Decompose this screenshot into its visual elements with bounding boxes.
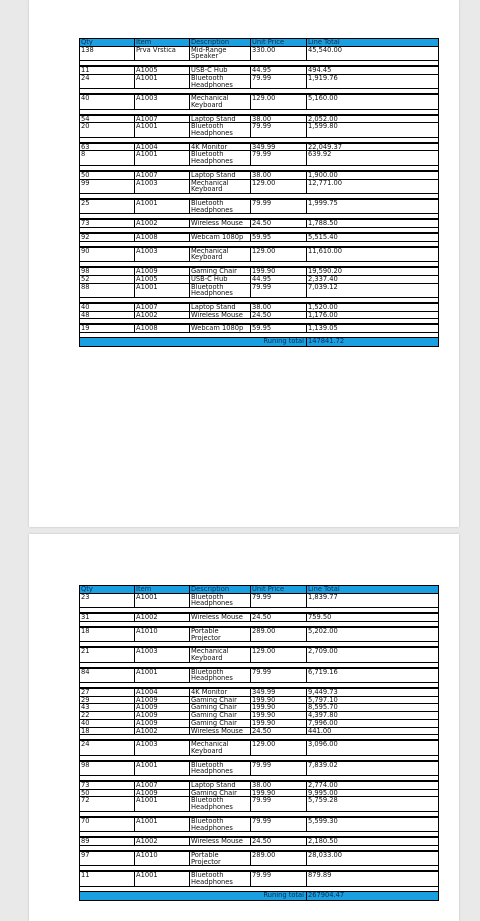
qty-cell: 24 bbox=[80, 74, 135, 88]
table-row bbox=[80, 94, 439, 109]
unit-price-cell: 24.50 bbox=[251, 613, 307, 621]
item-cell: A1003 bbox=[135, 179, 190, 193]
item-cell: A1005 bbox=[135, 66, 190, 74]
unit-price-cell: 289.00 bbox=[251, 627, 307, 642]
unit-price-cell: 199.90 bbox=[251, 712, 307, 720]
running-total-label-text: Runing total bbox=[263, 890, 304, 899]
description-cell: Wireless Mouse bbox=[190, 311, 251, 319]
unit-price-cell: 79.99 bbox=[251, 283, 307, 297]
table-row bbox=[80, 647, 439, 662]
table-row bbox=[80, 740, 439, 755]
item-cell: A1009 bbox=[135, 267, 190, 275]
line-total-cell: 5,599.30 bbox=[307, 817, 439, 832]
table-row bbox=[80, 199, 439, 214]
header-description: Description bbox=[190, 39, 251, 47]
table-row bbox=[80, 871, 439, 886]
description-cell: Gaming Chair bbox=[190, 267, 251, 275]
item-cell: A1004 bbox=[135, 143, 190, 151]
document-page-2 bbox=[29, 534, 459, 921]
document-page-1 bbox=[29, 0, 459, 527]
item-cell: A1003 bbox=[135, 247, 190, 262]
item-cell: Prva Vrstica bbox=[135, 46, 190, 60]
description-cell: Bluetooth Headphones bbox=[190, 593, 251, 607]
table-row bbox=[80, 719, 439, 727]
unit-price-cell: 330.00 bbox=[251, 46, 307, 60]
item-cell: A1001 bbox=[135, 817, 190, 832]
item-cell: A1002 bbox=[135, 613, 190, 621]
item-cell: A1003 bbox=[135, 740, 190, 755]
unit-price-cell: 79.99 bbox=[251, 123, 307, 137]
description-cell: Gaming Chair bbox=[190, 719, 251, 727]
description-cell: Webcam 1080p bbox=[190, 324, 251, 332]
description-cell: 4K Monitor bbox=[190, 143, 251, 151]
description-cell: Mechanical Keyboard bbox=[190, 647, 251, 662]
table-row bbox=[80, 688, 439, 696]
line-total-cell: 2,337.40 bbox=[307, 275, 439, 283]
qty-cell: 73 bbox=[80, 781, 135, 789]
item-cell: A1009 bbox=[135, 712, 190, 720]
line-total-cell: 28,033.00 bbox=[307, 851, 439, 866]
unit-price-cell: 79.99 bbox=[251, 817, 307, 832]
item-cell: A1002 bbox=[135, 727, 190, 735]
line-total-cell: 2,774.00 bbox=[307, 781, 439, 789]
line-total-cell: 7,839.02 bbox=[307, 761, 439, 776]
item-cell: A1001 bbox=[135, 283, 190, 297]
qty-cell: 23 bbox=[80, 593, 135, 607]
qty-cell: 8 bbox=[80, 151, 135, 165]
qty-cell: 25 bbox=[80, 199, 135, 214]
table-row bbox=[80, 233, 439, 241]
qty-cell: 48 bbox=[80, 311, 135, 319]
qty-cell: 31 bbox=[80, 613, 135, 621]
unit-price-cell: 79.99 bbox=[251, 761, 307, 776]
line-total-cell: 5,515.40 bbox=[307, 233, 439, 241]
running-total-value: 147841.72 bbox=[307, 338, 439, 347]
line-total-cell: 5,759.28 bbox=[307, 797, 439, 811]
description-cell: Portable Projector bbox=[190, 627, 251, 642]
line-total-cell: 1,520.00 bbox=[307, 303, 439, 311]
unit-price-cell: 38.00 bbox=[251, 781, 307, 789]
item-cell: A1001 bbox=[135, 74, 190, 88]
line-total-cell: 7,996.00 bbox=[307, 719, 439, 727]
item-cell: A1002 bbox=[135, 219, 190, 227]
item-cell: A1007 bbox=[135, 781, 190, 789]
qty-cell: 24 bbox=[80, 740, 135, 755]
qty-cell: 11 bbox=[80, 66, 135, 74]
description-cell: Webcam 1080p bbox=[190, 233, 251, 241]
description-cell: Bluetooth Headphones bbox=[190, 199, 251, 214]
item-cell: A1001 bbox=[135, 668, 190, 683]
description-cell: Gaming Chair bbox=[190, 789, 251, 797]
qty-cell: 18 bbox=[80, 727, 135, 735]
line-total-cell: 9,449.73 bbox=[307, 688, 439, 696]
table-row bbox=[80, 593, 439, 607]
description-cell: Bluetooth Headphones bbox=[190, 74, 251, 88]
qty-cell: 138 bbox=[80, 46, 135, 60]
line-total-cell: 19,590.20 bbox=[307, 267, 439, 275]
qty-cell: 50 bbox=[80, 789, 135, 797]
running-total-row bbox=[80, 338, 439, 347]
item-cell: A1003 bbox=[135, 94, 190, 109]
table-row bbox=[80, 171, 439, 179]
description-cell: Bluetooth Headphones bbox=[190, 871, 251, 886]
unit-price-cell: 79.99 bbox=[251, 668, 307, 683]
item-cell: A1010 bbox=[135, 851, 190, 866]
running-total-label bbox=[80, 338, 307, 347]
line-total-cell: 1,176.00 bbox=[307, 311, 439, 319]
line-total-cell: 1,788.50 bbox=[307, 219, 439, 227]
unit-price-cell: 199.90 bbox=[251, 704, 307, 712]
qty-cell: 98 bbox=[80, 761, 135, 776]
header-item: Item bbox=[135, 39, 190, 47]
item-cell: A1001 bbox=[135, 871, 190, 886]
header-qty: Qty bbox=[80, 39, 135, 47]
description-cell: Laptop Stand bbox=[190, 115, 251, 123]
description-cell: Portable Projector bbox=[190, 851, 251, 866]
item-cell: A1008 bbox=[135, 324, 190, 332]
table-row bbox=[80, 74, 439, 88]
qty-cell: 90 bbox=[80, 247, 135, 262]
qty-cell: 97 bbox=[80, 851, 135, 866]
line-total-cell: 3,096.00 bbox=[307, 740, 439, 755]
running-total-label-text: Runing total bbox=[263, 337, 304, 346]
line-total-cell: 1,839.77 bbox=[307, 593, 439, 607]
line-total-cell: 1,139.05 bbox=[307, 324, 439, 332]
line-total-cell: 441.00 bbox=[307, 727, 439, 735]
qty-cell: 89 bbox=[80, 837, 135, 845]
line-total-cell: 1,900.00 bbox=[307, 171, 439, 179]
unit-price-cell: 129.00 bbox=[251, 94, 307, 109]
item-cell: A1009 bbox=[135, 704, 190, 712]
item-cell: A1008 bbox=[135, 233, 190, 241]
invoice-table-page-2 bbox=[79, 585, 439, 901]
qty-cell: 22 bbox=[80, 712, 135, 720]
qty-cell: 50 bbox=[80, 171, 135, 179]
description-cell: Bluetooth Headphones bbox=[190, 797, 251, 811]
description-cell: 4K Monitor bbox=[190, 688, 251, 696]
unit-price-cell: 199.90 bbox=[251, 789, 307, 797]
description-cell: Laptop Stand bbox=[190, 781, 251, 789]
description-cell: Bluetooth Headphones bbox=[190, 668, 251, 683]
qty-cell: 63 bbox=[80, 143, 135, 151]
qty-cell: 98 bbox=[80, 267, 135, 275]
qty-cell: 84 bbox=[80, 668, 135, 683]
line-total-cell: 5,797.10 bbox=[307, 696, 439, 704]
qty-cell: 72 bbox=[80, 797, 135, 811]
line-total-cell: 45,540.00 bbox=[307, 46, 439, 60]
line-total-cell: 8,595.70 bbox=[307, 704, 439, 712]
qty-cell: 52 bbox=[80, 275, 135, 283]
line-total-cell: 5,160.00 bbox=[307, 94, 439, 109]
description-cell: Laptop Stand bbox=[190, 171, 251, 179]
qty-cell: 27 bbox=[80, 688, 135, 696]
header-description: Description bbox=[190, 586, 251, 594]
description-cell: Mechanical Keyboard bbox=[190, 179, 251, 193]
unit-price-cell: 44.95 bbox=[251, 66, 307, 74]
header-unit-price: Unit Price bbox=[251, 586, 307, 594]
table-row bbox=[80, 123, 439, 137]
qty-cell: 20 bbox=[80, 123, 135, 137]
description-cell: Mechanical Keyboard bbox=[190, 247, 251, 262]
unit-price-cell: 79.99 bbox=[251, 151, 307, 165]
line-total-cell: 6,719.16 bbox=[307, 668, 439, 683]
table-row bbox=[80, 46, 439, 60]
qty-cell: 18 bbox=[80, 627, 135, 642]
line-total-cell: 5,202.00 bbox=[307, 627, 439, 642]
table-row bbox=[80, 627, 439, 642]
item-cell: A1001 bbox=[135, 797, 190, 811]
description-cell: Mechanical Keyboard bbox=[190, 94, 251, 109]
unit-price-cell: 79.99 bbox=[251, 74, 307, 88]
table-row bbox=[80, 668, 439, 683]
table-row bbox=[80, 727, 439, 735]
qty-cell: 21 bbox=[80, 647, 135, 662]
running-total-label bbox=[80, 891, 307, 900]
unit-price-cell: 79.99 bbox=[251, 593, 307, 607]
line-total-cell: 879.89 bbox=[307, 871, 439, 886]
line-total-cell: 2,180.50 bbox=[307, 837, 439, 845]
line-total-cell: 1,999.75 bbox=[307, 199, 439, 214]
qty-cell: 29 bbox=[80, 696, 135, 704]
description-cell: Wireless Mouse bbox=[190, 837, 251, 845]
line-total-cell: 494.45 bbox=[307, 66, 439, 74]
unit-price-cell: 349.99 bbox=[251, 143, 307, 151]
qty-cell: 99 bbox=[80, 179, 135, 193]
unit-price-cell: 24.50 bbox=[251, 311, 307, 319]
item-cell: A1001 bbox=[135, 199, 190, 214]
line-total-cell: 7,039.12 bbox=[307, 283, 439, 297]
item-cell: A1005 bbox=[135, 275, 190, 283]
item-cell: A1001 bbox=[135, 761, 190, 776]
line-total-cell: 22,049.37 bbox=[307, 143, 439, 151]
unit-price-cell: 79.99 bbox=[251, 871, 307, 886]
description-cell: Wireless Mouse bbox=[190, 219, 251, 227]
table-row bbox=[80, 311, 439, 319]
description-cell: Bluetooth Headphones bbox=[190, 817, 251, 832]
description-cell: USB-C Hub bbox=[190, 275, 251, 283]
table-row bbox=[80, 283, 439, 297]
line-total-cell: 4,397.80 bbox=[307, 712, 439, 720]
unit-price-cell: 44.95 bbox=[251, 275, 307, 283]
unit-price-cell: 349.99 bbox=[251, 688, 307, 696]
item-cell: A1002 bbox=[135, 311, 190, 319]
description-cell: Bluetooth Headphones bbox=[190, 761, 251, 776]
running-total-value: 267904.47 bbox=[307, 891, 439, 900]
table-row bbox=[80, 324, 439, 332]
description-cell: Bluetooth Headphones bbox=[190, 123, 251, 137]
table-row bbox=[80, 303, 439, 311]
invoice-table-page-1 bbox=[79, 38, 439, 347]
line-total-cell: 1,919.76 bbox=[307, 74, 439, 88]
description-cell: Mechanical Keyboard bbox=[190, 740, 251, 755]
line-total-cell: 759.50 bbox=[307, 613, 439, 621]
qty-cell: 88 bbox=[80, 283, 135, 297]
item-cell: A1009 bbox=[135, 789, 190, 797]
table-row bbox=[80, 851, 439, 866]
header-line-total: Line Total bbox=[307, 39, 439, 47]
qty-cell: 40 bbox=[80, 303, 135, 311]
item-cell: A1001 bbox=[135, 151, 190, 165]
header-line-total: Line Total bbox=[307, 586, 439, 594]
line-total-cell: 2,709.00 bbox=[307, 647, 439, 662]
table-row bbox=[80, 613, 439, 621]
unit-price-cell: 289.00 bbox=[251, 851, 307, 866]
table-row bbox=[80, 179, 439, 193]
qty-cell: 43 bbox=[80, 704, 135, 712]
header-qty: Qty bbox=[80, 586, 135, 594]
table-row bbox=[80, 151, 439, 165]
table-row bbox=[80, 817, 439, 832]
qty-cell: 92 bbox=[80, 233, 135, 241]
qty-cell: 19 bbox=[80, 324, 135, 332]
item-cell: A1002 bbox=[135, 837, 190, 845]
qty-cell: 70 bbox=[80, 817, 135, 832]
description-cell: Wireless Mouse bbox=[190, 727, 251, 735]
line-total-cell: 12,771.00 bbox=[307, 179, 439, 193]
description-cell: Gaming Chair bbox=[190, 712, 251, 720]
description-cell: Mid-Range Speaker bbox=[190, 46, 251, 60]
qty-cell: 54 bbox=[80, 115, 135, 123]
unit-price-cell: 24.50 bbox=[251, 727, 307, 735]
qty-cell: 40 bbox=[80, 719, 135, 727]
qty-cell: 73 bbox=[80, 219, 135, 227]
unit-price-cell: 59.95 bbox=[251, 233, 307, 241]
unit-price-cell: 38.00 bbox=[251, 171, 307, 179]
unit-price-cell: 59.95 bbox=[251, 324, 307, 332]
unit-price-cell: 129.00 bbox=[251, 247, 307, 262]
description-cell: Gaming Chair bbox=[190, 704, 251, 712]
description-cell: Laptop Stand bbox=[190, 303, 251, 311]
description-cell: Bluetooth Headphones bbox=[190, 283, 251, 297]
line-total-cell: 9,995.00 bbox=[307, 789, 439, 797]
unit-price-cell: 24.50 bbox=[251, 837, 307, 845]
line-total-cell: 639.92 bbox=[307, 151, 439, 165]
description-cell: USB-C Hub bbox=[190, 66, 251, 74]
description-cell: Gaming Chair bbox=[190, 696, 251, 704]
item-cell: A1010 bbox=[135, 627, 190, 642]
unit-price-cell: 38.00 bbox=[251, 303, 307, 311]
item-cell: A1009 bbox=[135, 696, 190, 704]
description-cell: Wireless Mouse bbox=[190, 613, 251, 621]
table-row bbox=[80, 761, 439, 776]
item-cell: A1004 bbox=[135, 688, 190, 696]
item-cell: A1003 bbox=[135, 647, 190, 662]
table-row bbox=[80, 219, 439, 227]
header-item: Item bbox=[135, 586, 190, 594]
unit-price-cell: 38.00 bbox=[251, 115, 307, 123]
running-total-row bbox=[80, 891, 439, 900]
line-total-cell: 1,599.80 bbox=[307, 123, 439, 137]
unit-price-cell: 199.90 bbox=[251, 719, 307, 727]
unit-price-cell: 199.90 bbox=[251, 696, 307, 704]
table-row bbox=[80, 797, 439, 811]
item-cell: A1009 bbox=[135, 719, 190, 727]
header-unit-price: Unit Price bbox=[251, 39, 307, 47]
unit-price-cell: 129.00 bbox=[251, 179, 307, 193]
table-row bbox=[80, 275, 439, 283]
line-total-cell: 11,610.00 bbox=[307, 247, 439, 262]
unit-price-cell: 129.00 bbox=[251, 740, 307, 755]
item-cell: A1007 bbox=[135, 171, 190, 179]
unit-price-cell: 79.99 bbox=[251, 797, 307, 811]
item-cell: A1001 bbox=[135, 593, 190, 607]
unit-price-cell: 199.90 bbox=[251, 267, 307, 275]
unit-price-cell: 129.00 bbox=[251, 647, 307, 662]
table-row bbox=[80, 247, 439, 262]
line-total-cell: 2,052.00 bbox=[307, 115, 439, 123]
item-cell: A1007 bbox=[135, 303, 190, 311]
qty-cell: 11 bbox=[80, 871, 135, 886]
qty-cell: 40 bbox=[80, 94, 135, 109]
unit-price-cell: 79.99 bbox=[251, 199, 307, 214]
table-row bbox=[80, 837, 439, 845]
description-cell: Bluetooth Headphones bbox=[190, 151, 251, 165]
item-cell: A1001 bbox=[135, 123, 190, 137]
unit-price-cell: 24.50 bbox=[251, 219, 307, 227]
item-cell: A1007 bbox=[135, 115, 190, 123]
